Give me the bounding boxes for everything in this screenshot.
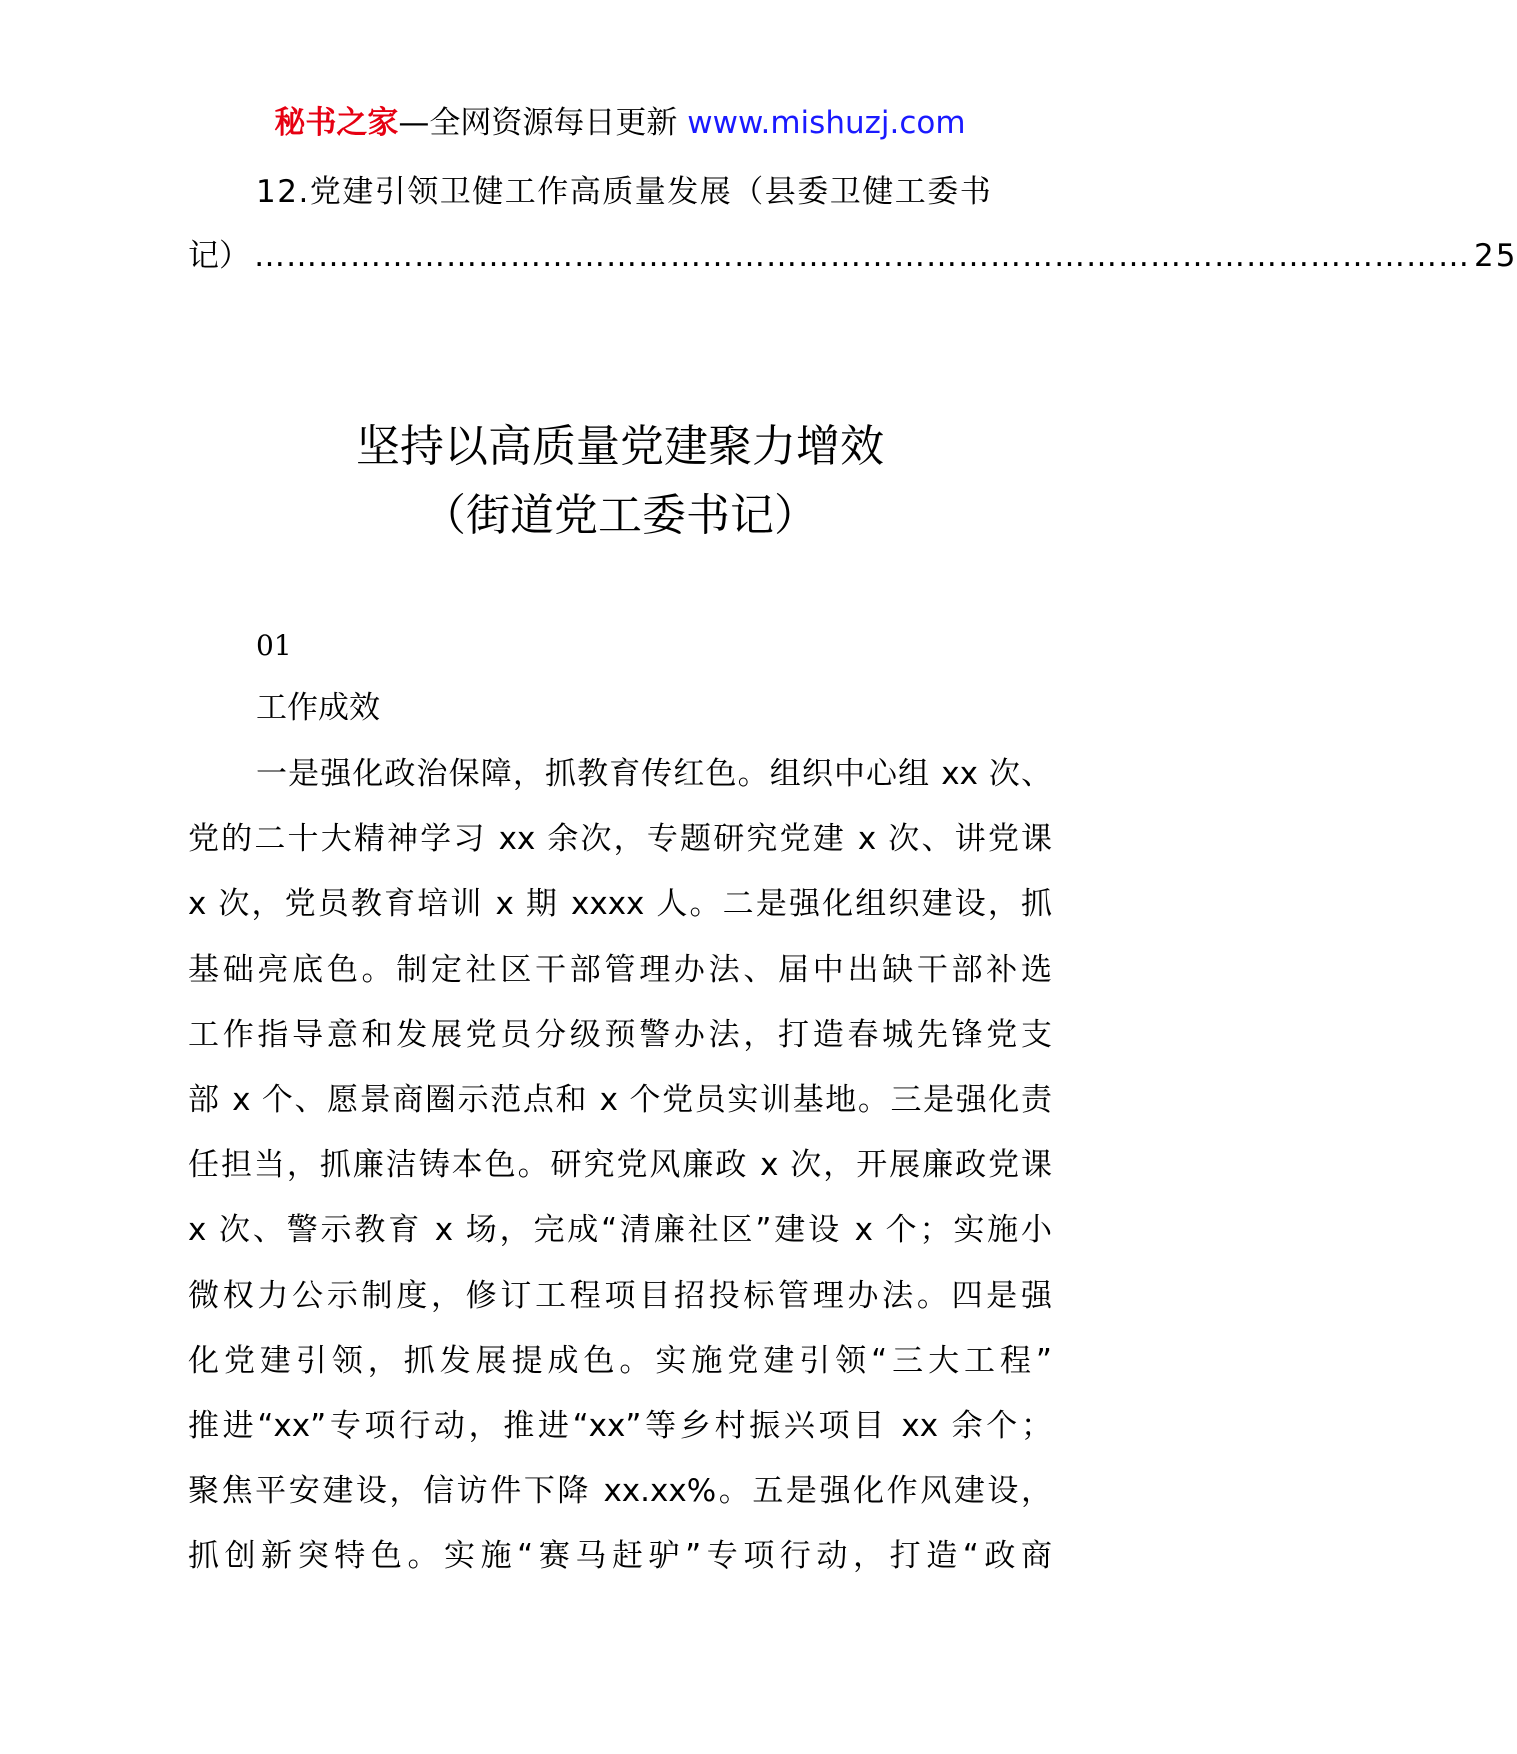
site-header — [0, 100, 1240, 146]
section-title: 工作成效 — [256, 690, 380, 726]
toc-entry-line2 — [188, 224, 1517, 288]
paragraph-line: 工作指导意和发展党员分级预警办法，打造春城先锋党支 — [188, 1016, 1052, 1053]
toc-page-number: 25 — [1474, 238, 1517, 274]
paragraph-line: 化党建引领，抓发展提成色。实施党建引领“三大工程” — [188, 1342, 1052, 1379]
paragraph-line: 微权力公示制度，修订工程项目招投标管理办法。四是强 — [188, 1277, 1052, 1314]
toc-leader-dots: …………………………………………………………………………………………………… — [254, 238, 1470, 274]
toc-entry-title-end: 记） — [188, 238, 250, 274]
brand-name: 秘书之家 — [274, 105, 399, 141]
paragraph-line: 基础亮底色。制定社区干部管理办法、届中出缺干部补选 — [188, 951, 1052, 988]
document-subtitle: （街道党工委书记） — [422, 490, 818, 541]
site-url-link[interactable]: www.mishuzj.com — [687, 105, 966, 141]
paragraph-line: 部 x 个、愿景商圈示范点和 x 个党员实训基地。三是强化责 — [188, 1081, 1052, 1118]
paragraph-line: 抓创新突特色。实施“赛马赶驴”专项行动，打造“政商 — [188, 1538, 1052, 1575]
paragraph-line: 聚焦平安建设，信访件下降 xx.xx%。五是强化作风建设， — [188, 1473, 1052, 1510]
paragraph-line: x 次，党员教育培训 x 期 xxxx 人。二是强化组织建设，抓 — [188, 886, 1052, 923]
paragraph-line: 任担当，抓廉洁铸本色。研究党风廉政 x 次，开展廉政党课 — [188, 1147, 1052, 1184]
document-title: 坚持以高质量党建聚力增效 — [356, 421, 884, 472]
header-slogan: —全网资源每日更新 — [398, 105, 688, 141]
toc-entry-title: 12.党建引领卫健工作高质量发展（县委卫健工委书 — [256, 174, 993, 210]
paragraph-line: x 次、警示教育 x 场，完成“清廉社区”建设 x 个；实施小 — [188, 1212, 1052, 1249]
body-paragraph — [188, 742, 1052, 1589]
paragraph-line: 一是强化政治保障，抓教育传红色。组织中心组 xx 次、 — [256, 756, 1052, 792]
section-number: 01 — [256, 629, 292, 662]
paragraph-line: 推进“xx”专项行动，推进“xx”等乡村振兴项目 xx 余个； — [188, 1407, 1052, 1444]
paragraph-line: 党的二十大精神学习 xx 余次，专题研究党建 x 次、讲党课 — [188, 821, 1052, 858]
